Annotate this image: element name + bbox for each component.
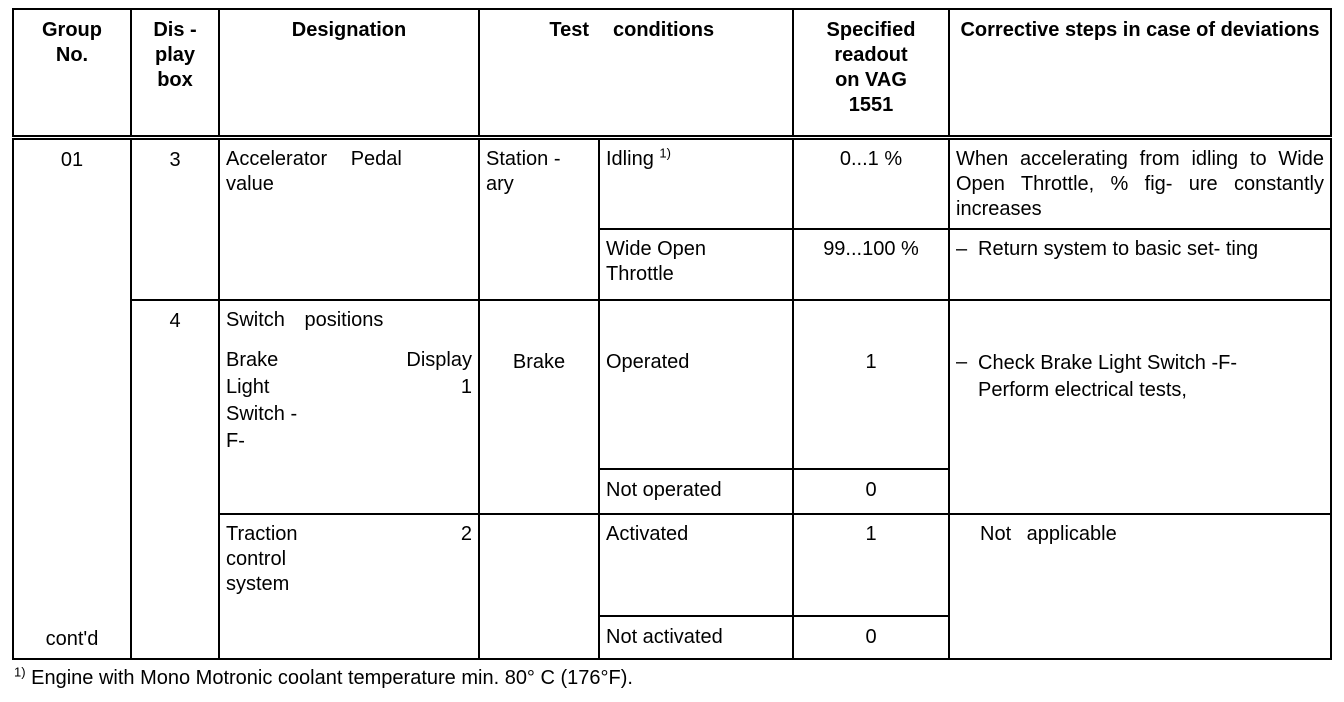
corrective-basic-setting	[949, 229, 1331, 300]
header-group-no	[13, 9, 131, 137]
header-specified-readout	[793, 9, 949, 137]
header-group-no-text: Group No.	[42, 19, 102, 66]
display-box-4-number: 4	[169, 310, 181, 333]
brake-display-number: 1	[460, 376, 472, 399]
display-label: Display	[406, 349, 472, 372]
condition-operated	[599, 300, 793, 469]
readout-operated-text: 1	[865, 351, 877, 374]
header-display-box-text: Dis - play box	[153, 19, 197, 91]
traction-control-label: Traction control system	[226, 523, 298, 596]
header-display-box	[131, 9, 219, 137]
readout-wide-open-throttle	[793, 229, 949, 300]
continued-label: cont'd	[45, 628, 99, 650]
corrective-basic-setting-text: Return system to basic set- ting	[978, 238, 1259, 261]
dash-marker: –	[956, 238, 968, 261]
designation-brake-light-switch	[219, 300, 479, 514]
display-box-4	[131, 300, 219, 659]
designation-traction-control	[219, 514, 479, 659]
header-specified-readout-text: Specified readout on VAG 1551	[826, 19, 916, 116]
corrective-not-applicable-text: Not applicable	[980, 523, 1117, 546]
footnote-text: Engine with Mono Motronic coolant temperature min. 80° C (176°F).	[31, 667, 633, 689]
condition-not-operated	[599, 469, 793, 514]
corrective-not-applicable	[949, 514, 1331, 659]
footnote	[14, 664, 633, 692]
header-conditions	[599, 9, 793, 137]
corrective-check-brake-light-switch	[949, 300, 1331, 514]
header-test	[479, 9, 599, 137]
traction-display-number: 2	[460, 523, 472, 546]
corrective-accelerating	[949, 137, 1331, 229]
header-corrective-steps	[949, 9, 1331, 137]
test-specification-table	[12, 8, 1332, 660]
readout-idling	[793, 137, 949, 229]
designation-accelerator-pedal	[219, 137, 479, 300]
readout-wide-open-throttle-text: 99...100 %	[823, 238, 919, 261]
condition-wide-open-throttle-text: Wide Open Throttle	[606, 238, 707, 286]
readout-idling-text: 0...1 %	[839, 147, 903, 170]
readout-not-operated-text: 0	[865, 479, 877, 502]
condition-activated-text: Activated	[606, 523, 689, 546]
display-box-3-number: 3	[169, 148, 181, 171]
dash-marker: –	[956, 351, 968, 374]
test-brake-text: Brake	[512, 351, 566, 374]
condition-activated	[599, 514, 793, 616]
test-traction-empty	[479, 514, 599, 659]
readout-activated-text: 1	[865, 523, 877, 546]
designation-accelerator-pedal-text: Accelerator Pedal value	[226, 147, 402, 195]
test-brake	[479, 300, 599, 514]
readout-not-operated	[793, 469, 949, 514]
readout-activated	[793, 514, 949, 616]
readout-not-activated-text: 0	[865, 626, 877, 649]
readout-operated	[793, 300, 949, 469]
condition-not-activated	[599, 616, 793, 659]
corrective-accelerating-text: When accelerating from idling to Wide Open Throttle, % fig- ure constantly increases	[956, 147, 1324, 220]
brake-light-switch-label: Brake Light Switch -F-	[226, 349, 298, 453]
condition-idling-text: Idling	[606, 147, 654, 170]
header-designation	[219, 9, 479, 137]
condition-operated-text: Operated	[606, 351, 690, 374]
switch-positions-title: Switch positions	[226, 309, 384, 332]
header-test-text: Test	[549, 19, 589, 41]
group-number-cell	[13, 137, 131, 659]
condition-wide-open-throttle	[599, 229, 793, 300]
condition-idling	[599, 137, 793, 229]
header-conditions-text: conditions	[613, 19, 715, 41]
test-stationary	[479, 137, 599, 300]
footnote-marker: 1)	[14, 664, 26, 680]
header-designation-text: Designation	[291, 19, 407, 41]
display-box-3	[131, 137, 219, 300]
condition-not-activated-text: Not activated	[606, 626, 723, 649]
header-corrective-steps-text: Corrective steps in case of deviations	[960, 19, 1320, 41]
footnote-ref: 1)	[659, 145, 671, 161]
corrective-check-brake-light-switch-text: Check Brake Light Switch -F- Perform electrical tests,	[978, 352, 1237, 402]
condition-not-operated-text: Not operated	[606, 479, 722, 502]
readout-not-activated	[793, 616, 949, 659]
group-number: 01	[60, 148, 84, 171]
test-stationary-text: Station - ary	[486, 147, 561, 195]
